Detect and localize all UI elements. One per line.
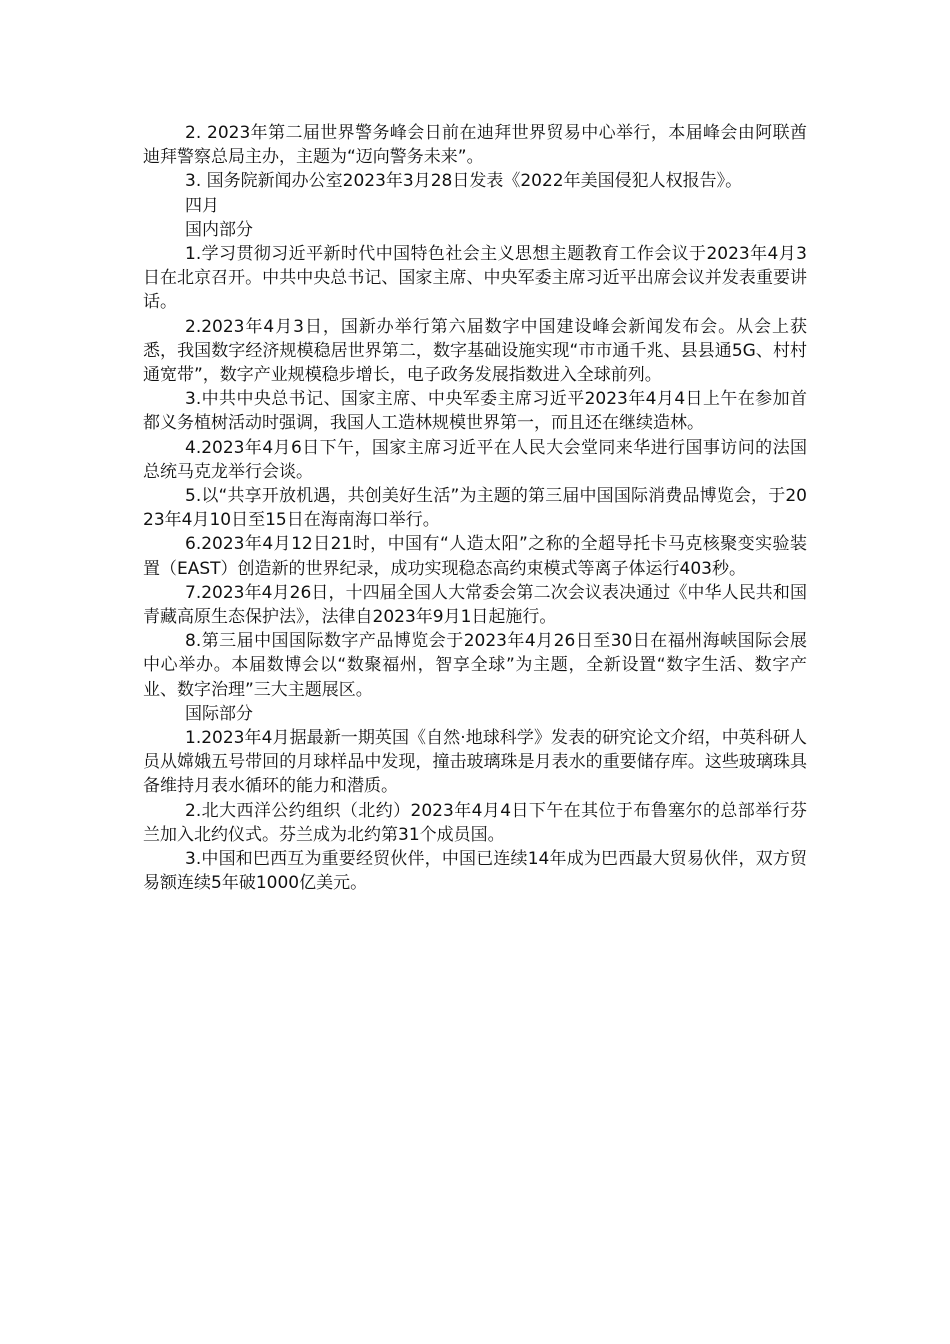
paragraph-domestic-3: 3.中共中央总书记、国家主席、中央军委主席习近平2023年4月4日上午在参加首都义务植树活动时强调，我国人工造林规模世界第一，而且还在继续造林。 [143, 389, 807, 434]
subsection-heading-international: 国际部分 [185, 703, 253, 724]
paragraph-domestic-4: 4.2023年4月6日下午，国家主席习近平在人民大会堂同来华进行国事访问的法国总统马克龙举行会谈。 [143, 437, 807, 482]
paragraph-summit: 2. 2023年第二届世界警务峰会日前在迪拜世界贸易中心举行，本届峰会由阿联酋迪拜警察总局主办，主题为“迈向警务未来”。 [143, 123, 807, 168]
paragraph-international-2: 2.北大西洋公约组织（北约）2023年4月4日下午在其位于布鲁塞尔的总部举行芬兰加入北约仪式。芬兰成为北约第31个成员国。 [143, 800, 807, 845]
paragraph-domestic-2: 2.2023年4月3日，国新办举行第六届数字中国建设峰会新闻发布会。从会上获悉，我国数字经济规模稳居世界第二，数字基础设施实现“市市通千兆、县县通5G、村村通宽带”，数字产业规模稳步增长，电子政务发展指数进入全球前列。 [143, 316, 807, 386]
paragraph-domestic-5: 5.以“共享开放机遇，共创美好生活”为主题的第三届中国国际消费品博览会，于2023年4月10日至15日在海南海口举行。 [143, 486, 807, 531]
paragraph-domestic-8: 8.第三届中国国际数字产品博览会于2023年4月26日至30日在福州海峡国际会展中心举办。本届数博会以“数聚福州，智享全球”为主题，全新设置“数字生活、数字产业、数字治理”三大主题展区。 [143, 631, 807, 700]
subsection-heading-domestic: 国内部分 [185, 219, 253, 240]
paragraph-human-rights-report: 3. 国务院新闻办公室2023年3月28日发表《2022年美国侵犯人权报告》。 [185, 171, 743, 192]
paragraph-domestic-6: 6.2023年4月12日21时，中国有“人造太阳”之称的全超导托卡马克核聚变实验装置（EAST）创造新的世界纪录，成功实现稳态高约束模式等离子体运行403秒。 [143, 534, 807, 579]
paragraph-domestic-1: 1.学习贯彻习近平新时代中国特色社会主义思想主题教育工作会议于2023年4月3日在北京召开。中共中央总书记、国家主席、中央军委主席习近平出席会议并发表重要讲话。 [143, 244, 807, 313]
document-page [143, 121, 807, 896]
paragraph-domestic-7: 7.2023年4月26日，十四届全国人大常委会第二次会议表决通过《中华人民共和国青藏高原生态保护法》，法律自2023年9月1日起施行。 [143, 582, 807, 628]
paragraph-international-1: 1.2023年4月据最新一期英国《自然·地球科学》发表的研究论文介绍，中英科研人员从嫦娥五号带回的月球样品中发现，撞击玻璃珠是月表水的重要储存库。这些玻璃珠具备维持月表水循环的能力和潜质。 [143, 728, 807, 797]
section-heading-april: 四月 [185, 195, 219, 216]
paragraph-international-3: 3.中国和巴西互为重要经贸伙伴，中国已连续14年成为巴西最大贸易伙伴，双方贸易额连续5年破1000亿美元。 [143, 849, 807, 894]
